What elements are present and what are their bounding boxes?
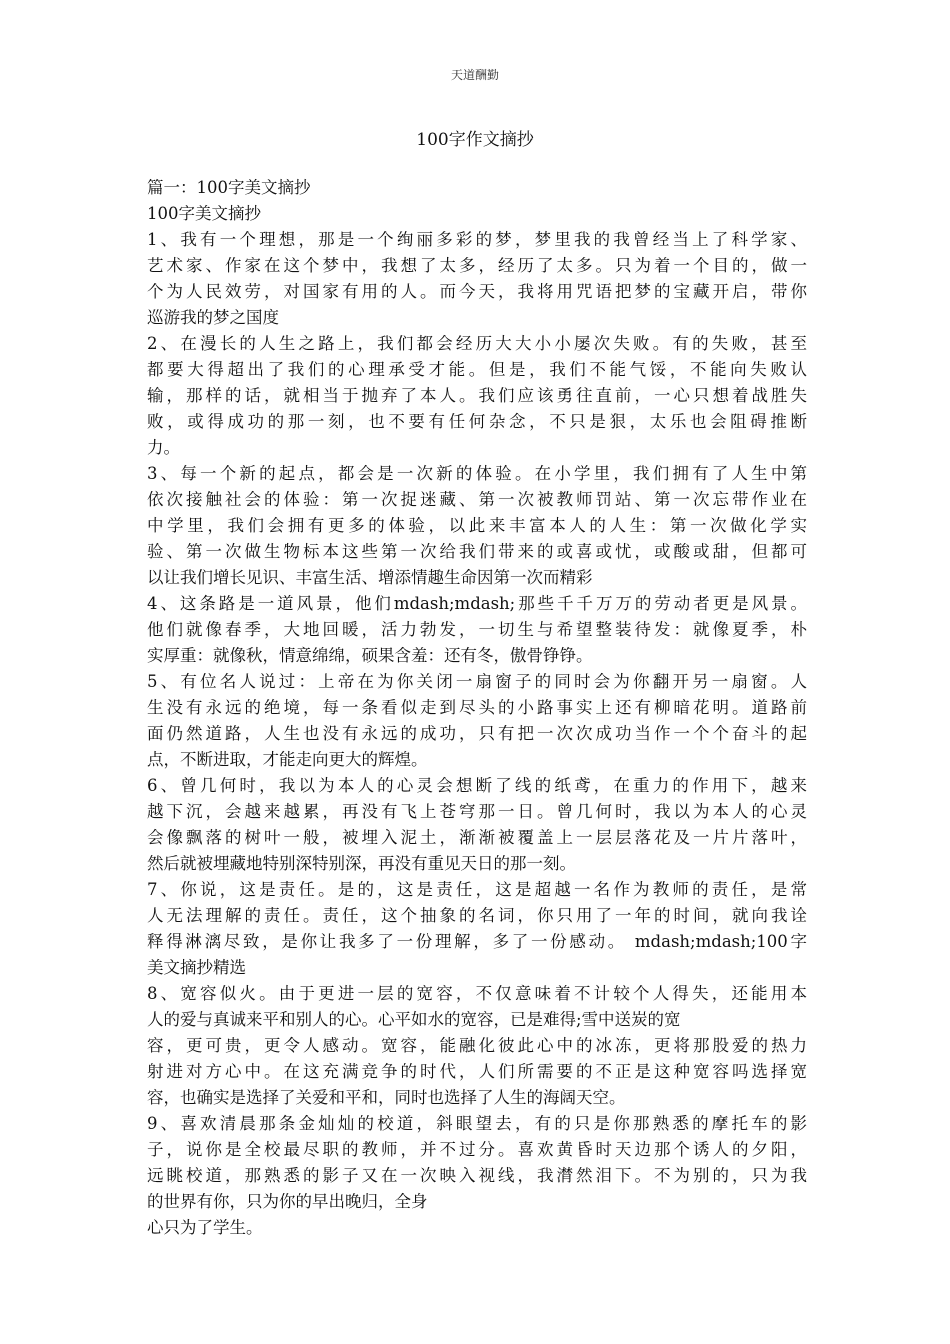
text-line: 越下沉，会越来越累，再没有飞上苍穹那一日。曾几何时，我以为本人的心灵	[147, 802, 807, 821]
text-line: 8、宽容似火。由于更进一层的宽容，不仅意味着不计较个人得失，还能用本	[147, 984, 807, 1003]
text-line: 远眺校道，那熟悉的影子又在一次映入视线，我潸然泪下。不为别的，只为我	[147, 1166, 807, 1185]
text-line: 2、在漫长的人生之路上，我们都会经历大大小小屡次失败。有的失败，甚至	[147, 334, 807, 353]
text-line: 依次接触社会的体验：第一次捉迷藏、第一次被教师罚站、第一次忘带作业在	[147, 490, 807, 509]
text-line: 验、第一次做生物标本这些第一次给我们带来的或喜或忧，或酸或甜，但都可	[147, 542, 807, 561]
text-line: 输，那样的话，就相当于抛弃了本人。我们应该勇往直前，一心只想着战胜失	[147, 386, 807, 405]
text-line: 然后就被埋藏地特别深特别深，再没有重见天日的那一刻。	[147, 854, 576, 873]
text-line: 7、你说，这是责任。是的，这是责任，这是超越一名作为教师的责任，是常	[147, 880, 807, 899]
text-line: 生没有永远的绝境，每一条看似走到尽头的小路事实上还有柳暗花明。道路前	[147, 698, 807, 717]
text-line: 人的爱与真诚来平和别人的心。心平如水的宽容，已是难得;雪中送炭的宽	[147, 1010, 681, 1029]
text-line: 都要大得超出了我们的心理承受才能。但是，我们不能气馁，不能向失败认	[147, 360, 807, 379]
text-line: 以让我们增长见识、丰富生活、增添情趣生命因第一次而精彩	[147, 568, 593, 587]
text-line: 点，不断进取，才能走向更大的辉煌。	[147, 750, 428, 769]
text-line: 100字美文摘抄	[147, 204, 261, 223]
text-line: 1、我有一个理想，那是一个绚丽多彩的梦，梦里我的我曾经当上了科学家、	[147, 230, 807, 249]
text-line: 4、这条路是一道风景，他们mdash;mdash;那些千千万万的劳动者更是风景。	[147, 594, 807, 613]
text-line: 会像飘落的树叶一般，被埋入泥土，渐渐被覆盖上一层层落花及一片片落叶，	[147, 828, 807, 847]
text-line: 力。	[147, 438, 180, 457]
text-line: 人无法理解的责任。责任，这个抽象的名词，你只用了一年的时间，就向我诠	[147, 906, 807, 925]
text-line: 巡游我的梦之国度	[147, 308, 279, 327]
text-line: 3、每一个新的起点，都会是一次新的体验。在小学里，我们拥有了人生中第	[147, 464, 807, 483]
text-line: 败，或得成功的那一刻，也不要有任何杂念，不只是狠，太乐也会阻碍推断	[147, 412, 807, 431]
text-line: 中学里，我们会拥有更多的体验，以此来丰富本人的人生：第一次做化学实	[147, 516, 807, 535]
text-line: 美文摘抄精选	[147, 958, 246, 977]
text-line: 5、有位名人说过：上帝在为你关闭一扇窗子的同时会为你翻开另一扇窗。人	[147, 672, 807, 691]
document-body	[147, 175, 807, 1241]
text-line: 篇一：100字美文摘抄	[147, 178, 311, 197]
text-line: 容，也确实是选择了关爱和平和，同时也选择了人生的海阔天空。	[147, 1088, 626, 1107]
text-line: 6、曾几何时，我以为本人的心灵会想断了线的纸鸢，在重力的作用下，越来	[147, 776, 807, 795]
page-header: 天道酬勤	[450, 68, 499, 82]
text-line: 的世界有你，只为你的早出晚归，全身	[147, 1192, 428, 1211]
text-line: 心只为了学生。	[147, 1218, 263, 1237]
text-line: 射进对方心中。在这充满竞争的时代，人们所需要的不正是这种宽容吗选择宽	[147, 1062, 807, 1081]
text-line: 子，说你是全校最尽职的教师，并不过分。喜欢黄昏时天边那个诱人的夕阳，	[147, 1140, 807, 1159]
text-line: 实厚重：就像秋，情意绵绵，硕果含羞：还有冬，傲骨铮铮。	[147, 646, 593, 665]
document-title: 100字作文摘抄	[416, 130, 534, 150]
text-line: 个为人民效劳，对国家有用的人。而今天，我将用咒语把梦的宝藏开启，带你	[147, 282, 807, 301]
text-line: 他们就像春季，大地回暖，活力勃发，一切生与希望整装待发：就像夏季，朴	[147, 620, 807, 639]
text-line: 释得淋漓尽致，是你让我多了一份理解，多了一份感动。 mdash;mdash;100字	[147, 932, 807, 951]
text-line: 容，更可贵，更令人感动。宽容，能融化彼此心中的冰冻，更将那股爱的热力	[147, 1036, 807, 1055]
text-line: 面仍然道路，人生也没有永远的成功，只有把一次次成功当作一个个奋斗的起	[147, 724, 807, 743]
text-line: 艺术家、作家在这个梦中，我想了太多，经历了太多。只为着一个目的，做一	[147, 256, 807, 275]
text-line: 9、喜欢清晨那条金灿灿的校道，斜眼望去，有的只是你那熟悉的摩托车的影	[147, 1114, 807, 1133]
